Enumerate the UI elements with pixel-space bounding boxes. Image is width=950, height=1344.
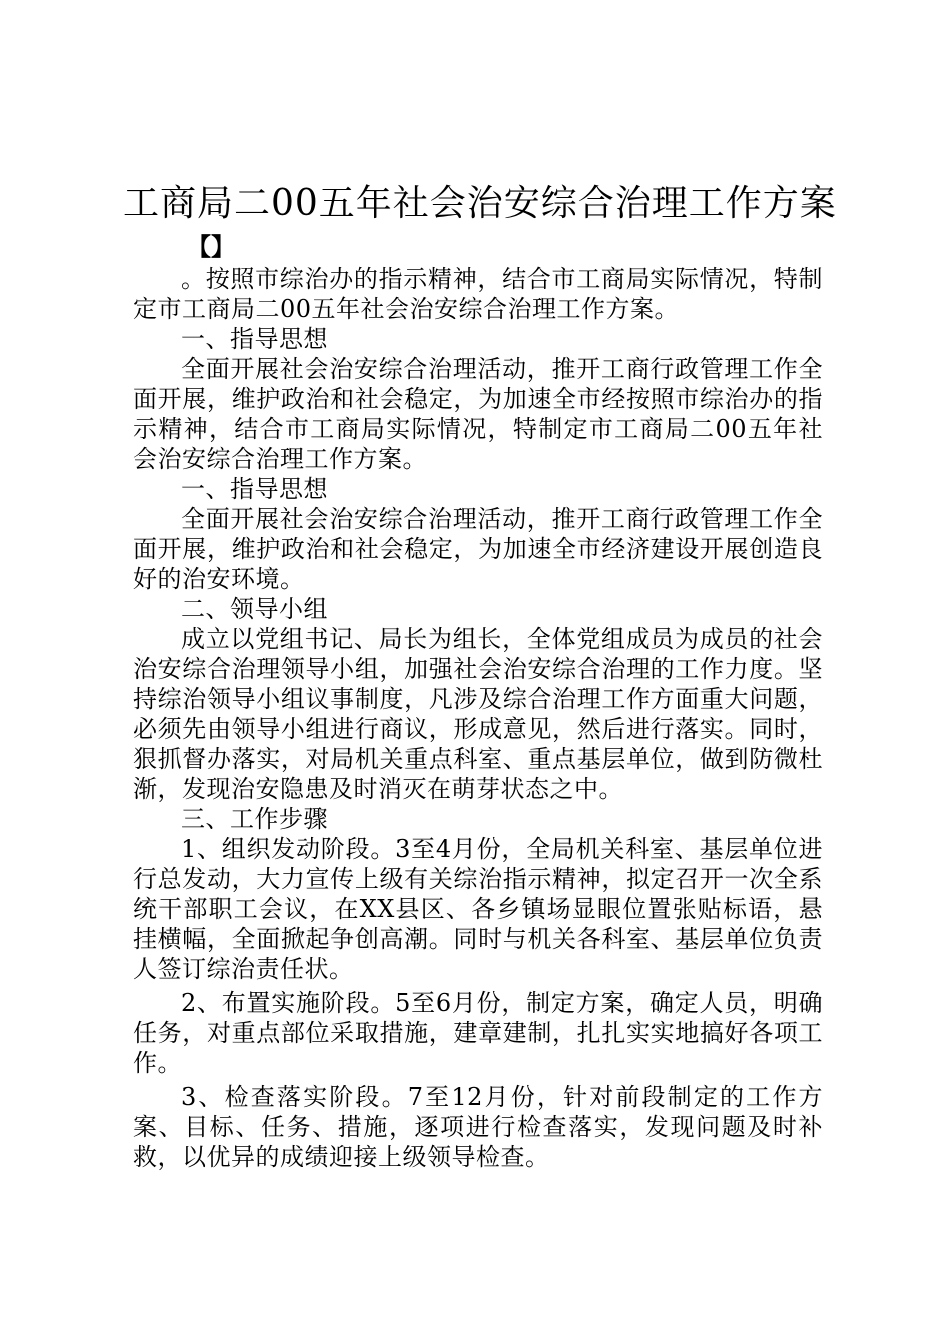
section-heading-leadership-group: 二、领导小组 bbox=[181, 595, 328, 623]
step-paragraph: 3、检查落实阶段。7至12月份，针对前段制定的工作方案、目标、任务、措施，逐项进行检查落实，发现问题及时补救，以优异的成绩迎接上级领导检查。 bbox=[133, 1083, 823, 1171]
section-heading-work-steps: 三、工作步骤 bbox=[181, 805, 328, 833]
step-paragraph: 2、布置实施阶段。5至6月份，制定方案，确定人员，明确任务，对重点部位采取措施，建章建制，扎扎实实地搞好各项工作。 bbox=[133, 989, 823, 1077]
section-heading-guiding-thought-repeat: 一、指导思想 bbox=[181, 475, 328, 503]
section-heading-guiding-thought: 一、指导思想 bbox=[181, 325, 328, 353]
document-page bbox=[123, 178, 837, 1172]
step-paragraph: 1、组织发动阶段。3至4月份，全局机关科室、基层单位进行总发动，大力宣传上级有关综治指示精神，拟定召开一次全系统干部职工会议，在XX县区、各乡镇场显眼位置张贴标语，悬挂横幅，全面掀起争创高潮。同时与机关各科室、基层单位负责人签订综治责任状。 bbox=[133, 835, 823, 983]
intro-paragraph: 。按照市综治办的指示精神，结合市工商局实际情况，特制定市工商局二00五年社会治安综合治理工作方案。 bbox=[133, 265, 823, 323]
body-paragraph: 全面开展社会治安综合治理活动，推开工商行政管理工作全面开展，维护政治和社会稳定，为加速全市经济建设开展创造良好的治安环境。 bbox=[133, 505, 823, 593]
body-paragraph: 全面开展社会治安综合治理活动，推开工商行政管理工作全面开展，维护政治和社会稳定，为加速全市经按照市综治办的指示精神，结合市工商局实际情况，特制定市工商局二00五年社会治安综合治理工作方案。 bbox=[133, 355, 823, 473]
body-paragraph: 成立以党组书记、局长为组长，全体党组成员为成员的社会治安综合治理领导小组，加强社会治安综合治理的工作力度。坚持综治领导小组议事制度，凡涉及综合治理工作方面重大问题，必须先由领导小组进行商议，形成意见，然后进行落实。同时，狠抓督办落实，对局机关重点科室、重点基层单位，做到防微杜渐，发现治安隐患及时消灭在萌芽状态之中。 bbox=[133, 625, 823, 803]
document-title: 工商局二00五年社会治安综合治理工作方案 bbox=[123, 183, 837, 224]
document-bracket: 【】 bbox=[187, 232, 235, 261]
